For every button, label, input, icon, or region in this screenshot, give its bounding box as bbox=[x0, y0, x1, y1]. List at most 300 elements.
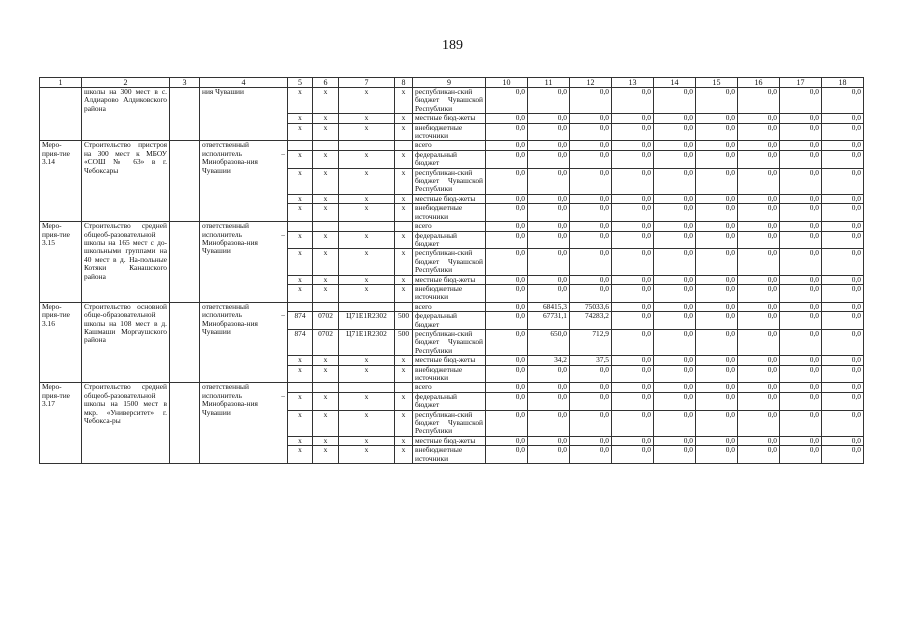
amount-cell: 0,0 bbox=[696, 329, 738, 355]
amount-cell: 0,0 bbox=[528, 168, 570, 194]
amount-cell: 0,0 bbox=[696, 123, 738, 141]
amount-cell: 0,0 bbox=[570, 204, 612, 222]
amount-cell: 0,0 bbox=[654, 392, 696, 410]
budget-code-target bbox=[339, 141, 395, 150]
column-number: 15 bbox=[696, 78, 738, 88]
column-number: 16 bbox=[738, 78, 780, 88]
amount-cell: 0,0 bbox=[654, 302, 696, 311]
header-row bbox=[40, 78, 864, 88]
amount-cell: 34,2 bbox=[528, 356, 570, 365]
amount-cell: 0,0 bbox=[822, 194, 864, 203]
amount-cell: 0,0 bbox=[696, 141, 738, 150]
budget-code-section: х bbox=[313, 168, 339, 194]
budget-code-section: х bbox=[313, 365, 339, 383]
amount-cell: 0,0 bbox=[528, 436, 570, 445]
amount-cell: 0,0 bbox=[780, 88, 822, 114]
amount-cell: 0,0 bbox=[486, 114, 528, 123]
budget-code-grbs: х bbox=[288, 392, 313, 410]
amount-cell: 0,0 bbox=[738, 446, 780, 464]
funding-source: федеральный бюджет bbox=[413, 312, 486, 330]
funding-source: местные бюд-жеты bbox=[413, 436, 486, 445]
budget-code-grbs: х bbox=[288, 194, 313, 203]
amount-cell: 0,0 bbox=[654, 150, 696, 168]
event-name: Строительство основной обще-образовательной школы на 108 мест в д. Кашмаши Моргаушского района bbox=[82, 302, 170, 383]
budget-code-section: х bbox=[313, 410, 339, 436]
budget-code-type: х bbox=[395, 194, 413, 203]
amount-cell: 0,0 bbox=[486, 302, 528, 311]
amount-cell: 0,0 bbox=[528, 383, 570, 392]
budget-code-type: х bbox=[395, 249, 413, 275]
amount-cell: 0,0 bbox=[486, 275, 528, 284]
amount-cell: 0,0 bbox=[570, 436, 612, 445]
amount-cell: 0,0 bbox=[654, 383, 696, 392]
amount-cell: 0,0 bbox=[654, 410, 696, 436]
amount-cell: 0,0 bbox=[612, 249, 654, 275]
amount-cell: 0,0 bbox=[696, 410, 738, 436]
amount-cell: 0,0 bbox=[780, 231, 822, 249]
event-name: Строительство средней общеоб-разовательной школы на 1500 мест в мкр. «Университет» г. Чебокса-ры bbox=[82, 383, 170, 464]
amount-cell: 0,0 bbox=[654, 356, 696, 365]
amount-cell: 0,0 bbox=[738, 222, 780, 231]
amount-cell: 0,0 bbox=[612, 275, 654, 284]
budget-code-grbs: х bbox=[288, 275, 313, 284]
budget-code-section: х bbox=[313, 194, 339, 203]
amount-cell: 0,0 bbox=[696, 194, 738, 203]
budget-code-grbs: х bbox=[288, 123, 313, 141]
amount-cell: 0,0 bbox=[486, 446, 528, 464]
amount-cell: 0,0 bbox=[612, 150, 654, 168]
budget-code-target: х bbox=[339, 168, 395, 194]
amount-cell: 0,0 bbox=[528, 231, 570, 249]
column-number: 10 bbox=[486, 78, 528, 88]
amount-cell: 0,0 bbox=[822, 222, 864, 231]
budget-code-type: х bbox=[395, 231, 413, 249]
col-3-cell bbox=[170, 383, 200, 464]
amount-cell: 0,0 bbox=[738, 410, 780, 436]
budget-code-grbs: х bbox=[288, 410, 313, 436]
funding-source: федеральный бюджет bbox=[413, 150, 486, 168]
budget-code-type: х bbox=[395, 356, 413, 365]
column-number: 8 bbox=[395, 78, 413, 88]
amount-cell: 0,0 bbox=[570, 410, 612, 436]
amount-cell: 0,0 bbox=[738, 168, 780, 194]
budget-code-type: х bbox=[395, 284, 413, 302]
budget-code-grbs: 874 bbox=[288, 312, 313, 330]
budget-code-type: х bbox=[395, 150, 413, 168]
funding-source: федеральный бюджет bbox=[413, 231, 486, 249]
amount-cell: 0,0 bbox=[486, 365, 528, 383]
column-number: 14 bbox=[654, 78, 696, 88]
budget-code-type: х bbox=[395, 168, 413, 194]
budget-code-section: х bbox=[313, 249, 339, 275]
budget-code-target: х bbox=[339, 436, 395, 445]
amount-cell: 0,0 bbox=[822, 168, 864, 194]
amount-cell: 0,0 bbox=[654, 114, 696, 123]
amount-cell: 0,0 bbox=[612, 383, 654, 392]
amount-cell: 0,0 bbox=[654, 365, 696, 383]
amount-cell: 0,0 bbox=[570, 383, 612, 392]
amount-cell: 0,0 bbox=[528, 249, 570, 275]
budget-code-section: 0702 bbox=[313, 312, 339, 330]
amount-cell: 0,0 bbox=[612, 194, 654, 203]
amount-cell: 0,0 bbox=[696, 383, 738, 392]
amount-cell: 0,0 bbox=[696, 365, 738, 383]
amount-cell: 0,0 bbox=[612, 312, 654, 330]
amount-cell: 0,0 bbox=[486, 249, 528, 275]
amount-cell: 0,0 bbox=[780, 249, 822, 275]
amount-cell: 0,0 bbox=[570, 114, 612, 123]
executor: ответственный исполнитель – Минобразова-ния Чувашии bbox=[200, 222, 288, 303]
budget-code-section: х bbox=[313, 392, 339, 410]
amount-cell: 0,0 bbox=[570, 446, 612, 464]
amount-cell: 0,0 bbox=[780, 329, 822, 355]
funding-source: республикан-ский бюджет Чувашской Республики bbox=[413, 249, 486, 275]
table-row bbox=[40, 222, 864, 231]
amount-cell: 0,0 bbox=[822, 383, 864, 392]
amount-cell: 0,0 bbox=[696, 150, 738, 168]
amount-cell: 0,0 bbox=[738, 383, 780, 392]
amount-cell: 0,0 bbox=[570, 222, 612, 231]
funding-source: внебюджетные источники bbox=[413, 204, 486, 222]
amount-cell: 0,0 bbox=[738, 365, 780, 383]
executor: ответственный исполнитель – Минобразова-ния Чувашии bbox=[200, 383, 288, 464]
funding-source: всего bbox=[413, 141, 486, 150]
funding-source: местные бюд-жеты bbox=[413, 356, 486, 365]
funding-source: внебюджетные источники bbox=[413, 284, 486, 302]
amount-cell: 0,0 bbox=[780, 436, 822, 445]
column-number: 18 bbox=[822, 78, 864, 88]
amount-cell: 0,0 bbox=[528, 204, 570, 222]
amount-cell: 0,0 bbox=[738, 284, 780, 302]
event-label: Меро-прия-тие 3.17 bbox=[40, 383, 82, 464]
budget-code-target: х bbox=[339, 204, 395, 222]
funding-source: внебюджетные источники bbox=[413, 446, 486, 464]
amount-cell: 37,5 bbox=[570, 356, 612, 365]
budget-code-section: 0702 bbox=[313, 329, 339, 355]
budget-code-target bbox=[339, 302, 395, 311]
table-row bbox=[40, 141, 864, 150]
budget-code-grbs: х bbox=[288, 114, 313, 123]
budget-code-target: х bbox=[339, 356, 395, 365]
amount-cell: 0,0 bbox=[486, 168, 528, 194]
amount-cell: 0,0 bbox=[780, 383, 822, 392]
amount-cell: 0,0 bbox=[822, 114, 864, 123]
amount-cell: 0,0 bbox=[780, 302, 822, 311]
amount-cell: 0,0 bbox=[612, 302, 654, 311]
amount-cell: 74283,2 bbox=[570, 312, 612, 330]
budget-code-section: х bbox=[313, 123, 339, 141]
amount-cell: 0,0 bbox=[528, 123, 570, 141]
amount-cell: 0,0 bbox=[696, 275, 738, 284]
amount-cell: 0,0 bbox=[696, 222, 738, 231]
amount-cell: 0,0 bbox=[528, 410, 570, 436]
amount-cell: 0,0 bbox=[738, 249, 780, 275]
budget-code-type bbox=[395, 222, 413, 231]
amount-cell: 650,0 bbox=[528, 329, 570, 355]
amount-cell: 0,0 bbox=[780, 141, 822, 150]
budget-code-grbs: х bbox=[288, 150, 313, 168]
budget-code-target: х bbox=[339, 123, 395, 141]
amount-cell: 68415,3 bbox=[528, 302, 570, 311]
amount-cell: 0,0 bbox=[654, 446, 696, 464]
amount-cell: 0,0 bbox=[696, 249, 738, 275]
amount-cell: 0,0 bbox=[528, 284, 570, 302]
amount-cell: 0,0 bbox=[738, 204, 780, 222]
budget-code-type bbox=[395, 141, 413, 150]
amount-cell: 0,0 bbox=[528, 88, 570, 114]
amount-cell: 0,0 bbox=[486, 329, 528, 355]
amount-cell: 0,0 bbox=[780, 168, 822, 194]
executor: ответственный исполнитель – Минобразова-ния Чувашии bbox=[200, 141, 288, 222]
table-row bbox=[40, 302, 864, 311]
budget-code-type: х bbox=[395, 365, 413, 383]
budget-code-type: х bbox=[395, 123, 413, 141]
budget-code-section: х bbox=[313, 114, 339, 123]
budget-code-target bbox=[339, 222, 395, 231]
budget-code-grbs: х bbox=[288, 365, 313, 383]
column-number: 17 bbox=[780, 78, 822, 88]
amount-cell: 0,0 bbox=[738, 150, 780, 168]
amount-cell: 0,0 bbox=[570, 141, 612, 150]
amount-cell: 0,0 bbox=[570, 150, 612, 168]
amount-cell: 0,0 bbox=[738, 231, 780, 249]
amount-cell: 0,0 bbox=[486, 436, 528, 445]
amount-cell: 0,0 bbox=[612, 168, 654, 194]
amount-cell: 0,0 bbox=[486, 392, 528, 410]
budget-code-type: х bbox=[395, 436, 413, 445]
amount-cell: 0,0 bbox=[738, 141, 780, 150]
amount-cell: 0,0 bbox=[654, 249, 696, 275]
funding-source: республикан-ский бюджет Чувашской Республики bbox=[413, 410, 486, 436]
amount-cell: 0,0 bbox=[738, 436, 780, 445]
event-name: Строительство средней общеоб-разовательной школы на 165 мест с до-школьными группами на 40 мест в д. На-польные Котяки Канашского района bbox=[82, 222, 170, 303]
budget-code-grbs: 874 bbox=[288, 329, 313, 355]
budget-code-target bbox=[339, 383, 395, 392]
budget-code-target: Ц71Е1R2302 bbox=[339, 329, 395, 355]
budget-code-section: х bbox=[313, 231, 339, 249]
amount-cell: 0,0 bbox=[654, 141, 696, 150]
amount-cell: 0,0 bbox=[780, 312, 822, 330]
amount-cell: 0,0 bbox=[780, 356, 822, 365]
budget-code-section: х bbox=[313, 284, 339, 302]
amount-cell: 0,0 bbox=[486, 88, 528, 114]
amount-cell: 0,0 bbox=[738, 123, 780, 141]
amount-cell: 0,0 bbox=[528, 141, 570, 150]
amount-cell: 0,0 bbox=[612, 446, 654, 464]
column-number: 13 bbox=[612, 78, 654, 88]
budget-code-type: х bbox=[395, 446, 413, 464]
amount-cell: 0,0 bbox=[822, 302, 864, 311]
budget-code-target: х bbox=[339, 275, 395, 284]
col-3-cell bbox=[170, 88, 200, 141]
budget-code-target: х bbox=[339, 88, 395, 114]
budget-code-section: х bbox=[313, 436, 339, 445]
amount-cell: 0,0 bbox=[780, 284, 822, 302]
column-number: 6 bbox=[313, 78, 339, 88]
amount-cell: 0,0 bbox=[696, 168, 738, 194]
amount-cell: 0,0 bbox=[822, 88, 864, 114]
amount-cell: 0,0 bbox=[612, 284, 654, 302]
amount-cell: 0,0 bbox=[654, 168, 696, 194]
budget-code-target: х bbox=[339, 249, 395, 275]
page-number: 189 bbox=[442, 38, 463, 53]
budget-code-type: х bbox=[395, 410, 413, 436]
amount-cell: 0,0 bbox=[486, 141, 528, 150]
funding-source: всего bbox=[413, 383, 486, 392]
budget-code-grbs bbox=[288, 141, 313, 150]
amount-cell: 0,0 bbox=[822, 275, 864, 284]
amount-cell: 0,0 bbox=[570, 249, 612, 275]
budget-code-section: х bbox=[313, 150, 339, 168]
amount-cell: 0,0 bbox=[738, 302, 780, 311]
column-number: 9 bbox=[413, 78, 486, 88]
amount-cell: 0,0 bbox=[612, 141, 654, 150]
amount-cell: 0,0 bbox=[528, 365, 570, 383]
funding-source: местные бюд-жеты bbox=[413, 275, 486, 284]
amount-cell: 0,0 bbox=[780, 194, 822, 203]
event-label: Меро-прия-тие 3.15 bbox=[40, 222, 82, 303]
amount-cell: 0,0 bbox=[486, 123, 528, 141]
amount-cell: 0,0 bbox=[696, 204, 738, 222]
budget-code-grbs: х bbox=[288, 446, 313, 464]
amount-cell: 0,0 bbox=[612, 392, 654, 410]
funding-source: федеральный бюджет bbox=[413, 392, 486, 410]
amount-cell: 0,0 bbox=[738, 329, 780, 355]
amount-cell: 0,0 bbox=[654, 194, 696, 203]
amount-cell: 0,0 bbox=[780, 275, 822, 284]
budget-code-section bbox=[313, 222, 339, 231]
amount-cell: 0,0 bbox=[654, 222, 696, 231]
amount-cell: 0,0 bbox=[612, 365, 654, 383]
amount-cell: 0,0 bbox=[822, 410, 864, 436]
amount-cell: 0,0 bbox=[570, 231, 612, 249]
budget-code-section bbox=[313, 383, 339, 392]
amount-cell: 0,0 bbox=[822, 231, 864, 249]
amount-cell: 0,0 bbox=[654, 329, 696, 355]
event-label: Меро-прия-тие 3.16 bbox=[40, 302, 82, 383]
amount-cell: 0,0 bbox=[822, 249, 864, 275]
amount-cell: 0,0 bbox=[612, 222, 654, 231]
amount-cell: 0,0 bbox=[822, 141, 864, 150]
funding-source: местные бюд-жеты bbox=[413, 194, 486, 203]
amount-cell: 0,0 bbox=[612, 231, 654, 249]
budget-code-section: х bbox=[313, 446, 339, 464]
amount-cell: 0,0 bbox=[696, 284, 738, 302]
funding-source: всего bbox=[413, 222, 486, 231]
amount-cell: 0,0 bbox=[822, 365, 864, 383]
budget-code-target: х bbox=[339, 150, 395, 168]
amount-cell: 0,0 bbox=[696, 302, 738, 311]
column-number: 2 bbox=[82, 78, 170, 88]
budget-code-section: х bbox=[313, 204, 339, 222]
amount-cell: 0,0 bbox=[780, 204, 822, 222]
amount-cell: 0,0 bbox=[780, 446, 822, 464]
amount-cell: 0,0 bbox=[696, 356, 738, 365]
amount-cell: 0,0 bbox=[570, 123, 612, 141]
amount-cell: 0,0 bbox=[738, 392, 780, 410]
budget-code-grbs bbox=[288, 302, 313, 311]
budget-code-grbs: х bbox=[288, 356, 313, 365]
budget-code-target: х bbox=[339, 410, 395, 436]
amount-cell: 0,0 bbox=[612, 436, 654, 445]
amount-cell: 0,0 bbox=[570, 194, 612, 203]
amount-cell: 0,0 bbox=[486, 204, 528, 222]
budget-code-target: Ц71Е1R2302 bbox=[339, 312, 395, 330]
budget-code-section: х bbox=[313, 275, 339, 284]
amount-cell: 0,0 bbox=[486, 194, 528, 203]
column-number: 4 bbox=[200, 78, 288, 88]
table-row bbox=[40, 383, 864, 392]
amount-cell: 0,0 bbox=[570, 88, 612, 114]
budget-code-type: х bbox=[395, 204, 413, 222]
budget-code-section bbox=[313, 302, 339, 311]
funding-source: местные бюд-жеты bbox=[413, 114, 486, 123]
amount-cell: 0,0 bbox=[570, 392, 612, 410]
amount-cell: 0,0 bbox=[612, 88, 654, 114]
table-row bbox=[40, 88, 864, 114]
budget-code-type: х bbox=[395, 392, 413, 410]
budget-code-section bbox=[313, 141, 339, 150]
amount-cell: 0,0 bbox=[822, 204, 864, 222]
amount-cell: 0,0 bbox=[780, 392, 822, 410]
budget-code-target: х bbox=[339, 365, 395, 383]
budget-code-grbs: х bbox=[288, 204, 313, 222]
executor: ответственный исполнитель – Минобразова-ния Чувашии bbox=[200, 302, 288, 383]
budget-code-type bbox=[395, 302, 413, 311]
amount-cell: 75033,6 bbox=[570, 302, 612, 311]
budget-code-section: х bbox=[313, 88, 339, 114]
amount-cell: 0,0 bbox=[696, 312, 738, 330]
amount-cell: 0,0 bbox=[780, 114, 822, 123]
amount-cell: 0,0 bbox=[696, 392, 738, 410]
col-3-cell bbox=[170, 302, 200, 383]
budget-code-grbs: х bbox=[288, 231, 313, 249]
amount-cell: 0,0 bbox=[780, 150, 822, 168]
executor: ния Чувашии bbox=[200, 88, 288, 141]
amount-cell: 0,0 bbox=[528, 446, 570, 464]
event-label: Меро-прия-тие 3.14 bbox=[40, 141, 82, 222]
amount-cell: 0,0 bbox=[612, 114, 654, 123]
budget-code-target: х bbox=[339, 392, 395, 410]
amount-cell: 0,0 bbox=[822, 284, 864, 302]
amount-cell: 0,0 bbox=[738, 114, 780, 123]
amount-cell: 0,0 bbox=[612, 204, 654, 222]
amount-cell: 0,0 bbox=[612, 329, 654, 355]
amount-cell: 0,0 bbox=[612, 410, 654, 436]
budget-code-target: х bbox=[339, 194, 395, 203]
amount-cell: 0,0 bbox=[696, 88, 738, 114]
amount-cell: 0,0 bbox=[528, 222, 570, 231]
amount-cell: 0,0 bbox=[654, 123, 696, 141]
funding-source: внебюджетные источники bbox=[413, 365, 486, 383]
amount-cell: 0,0 bbox=[570, 168, 612, 194]
amount-cell: 0,0 bbox=[738, 356, 780, 365]
amount-cell: 0,0 bbox=[822, 392, 864, 410]
funding-source: всего bbox=[413, 302, 486, 311]
amount-cell: 0,0 bbox=[822, 329, 864, 355]
amount-cell: 0,0 bbox=[528, 114, 570, 123]
amount-cell: 712,9 bbox=[570, 329, 612, 355]
budget-code-type: х bbox=[395, 114, 413, 123]
amount-cell: 0,0 bbox=[738, 194, 780, 203]
amount-cell: 0,0 bbox=[528, 275, 570, 284]
amount-cell: 0,0 bbox=[822, 436, 864, 445]
amount-cell: 0,0 bbox=[486, 222, 528, 231]
column-number: 1 bbox=[40, 78, 82, 88]
column-number: 11 bbox=[528, 78, 570, 88]
budget-code-grbs bbox=[288, 383, 313, 392]
funding-source: республикан-ский бюджет Чувашской Республики bbox=[413, 88, 486, 114]
